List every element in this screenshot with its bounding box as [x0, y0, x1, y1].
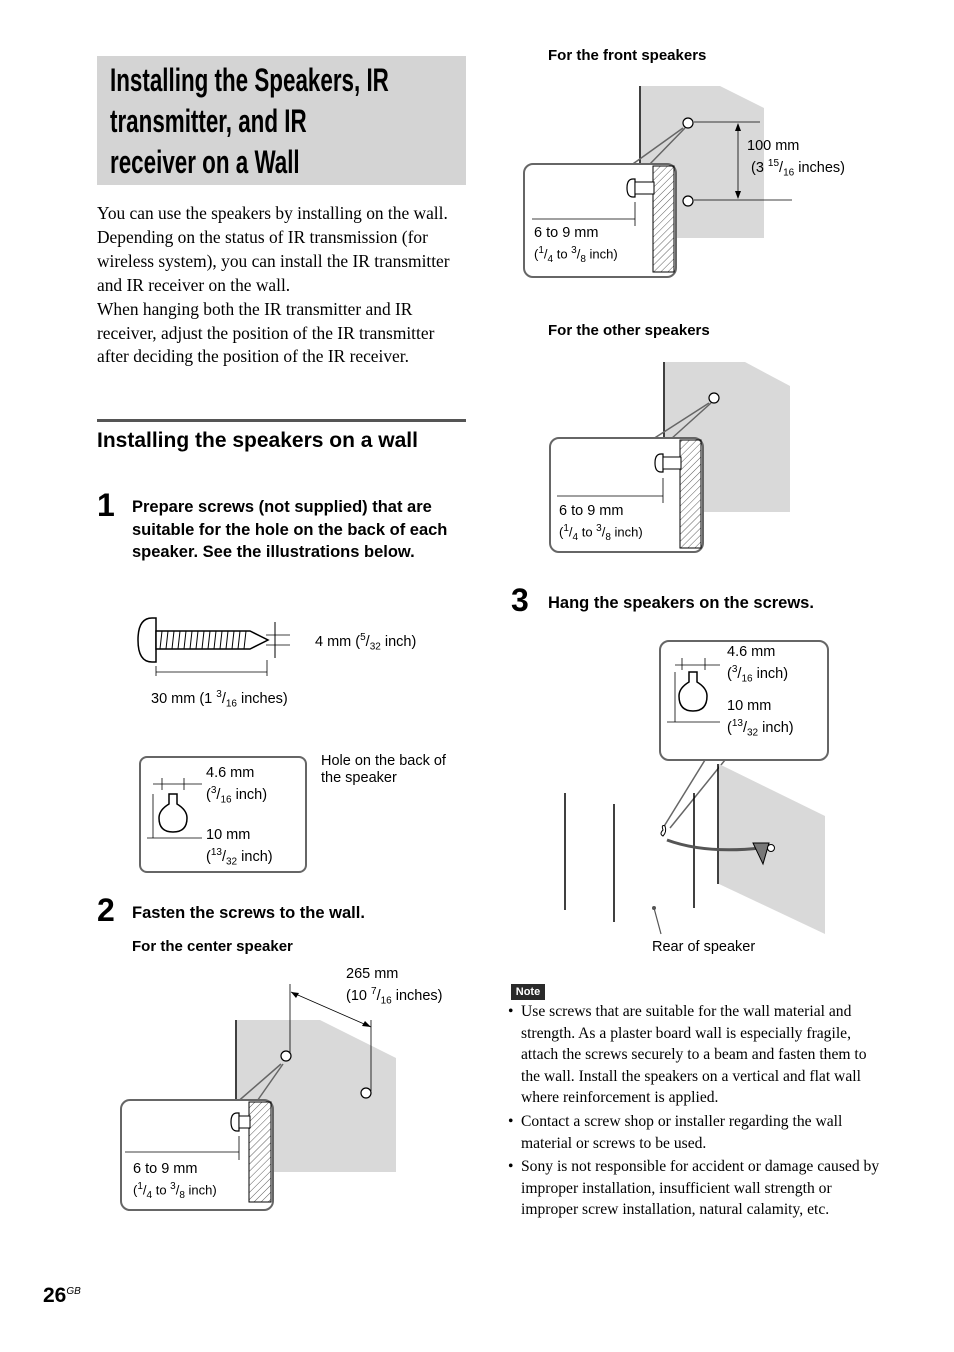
- screw-diameter-label: 4 mm ($^5/_{32}$ inch): [315, 632, 417, 653]
- step-text: Fasten the screws to the wall.: [132, 904, 365, 922]
- front-spacing-label: 100 mm (3 $^{15}/_{16}$ inches): [747, 138, 845, 179]
- step-text: Prepare screws (not supplied) that are suitable for the hole on the back of each speaker. See the illustrations below.: [132, 498, 448, 562]
- note-badge: Note: [511, 984, 545, 1000]
- page-title: Installing the Speakers, IR transmitter, and IR receiver on a Wall: [110, 62, 389, 180]
- center-speaker-subhead: For the center speaker: [132, 938, 293, 955]
- hang-width-label: 4.6 mm ($^3/_{16}$ inch): [727, 644, 789, 685]
- rear-of-speaker-label: Rear of speaker: [652, 939, 756, 955]
- center-spacing-label: 265 mm (10 $^7/_{16}$ inches): [346, 966, 443, 1007]
- note-list: [508, 1001, 888, 1223]
- step-text: Hang the speakers on the screws.: [548, 594, 814, 612]
- intro-text: [97, 202, 469, 369]
- screw-length-label: 30 mm (1 $^3/_{16}$ inches): [151, 689, 288, 710]
- hole-width-label: 4.6 mm ($^3/_{16}$ inch): [206, 765, 268, 806]
- intro-paragraph: You can use the speakers by installing on the wall.: [97, 203, 448, 223]
- front-speakers-subhead: For the front speakers: [548, 47, 707, 64]
- hole-caption: Hole on the back of the speaker: [321, 753, 446, 786]
- hang-speaker-illustration: [555, 638, 835, 938]
- center-depth-label: 6 to 9 mm ($^1/_4$ to $^3/_8$ inch): [133, 1161, 217, 1201]
- page-number: $26^{GB}$: [43, 1284, 81, 1307]
- note-item: • Sony is not responsible for accident or damage caused by improper installation, insufficient wall strength or improper screw installation, natural calamity, etc.: [508, 1156, 888, 1221]
- intro-paragraph: When hanging both the IR transmitter and IR receiver, adjust the position of the IR transmitter after deciding the position of the IR receiver.: [97, 298, 435, 367]
- section-rule: [97, 419, 466, 422]
- hang-height-label: 10 mm ($^{13}/_{32}$ inch): [727, 698, 794, 739]
- front-depth-label: 6 to 9 mm ($^1/_4$ to $^3/_8$ inch): [534, 225, 618, 265]
- section-title: Installing the speakers on a wall: [97, 429, 418, 452]
- hole-height-label: 10 mm ($^{13}/_{32}$ inch): [206, 827, 273, 868]
- intro-paragraph: Depending on the status of IR transmission (for wireless system), you can install the IR transmitter and IR receiver on the wall.: [97, 226, 450, 295]
- step-number: 1: [97, 487, 115, 523]
- note-item: • Use screws that are suitable for the wall material and strength. As a plaster board wall is especially fragile, attach the screws securely to a beam and fasten them to the wall. Install the speakers on a vertical and flat wall where reinforcement is applied.: [508, 1001, 888, 1109]
- screw-illustration: [130, 610, 290, 680]
- other-depth-label: 6 to 9 mm ($^1/_4$ to $^3/_8$ inch): [559, 503, 643, 543]
- step-number: 2: [97, 892, 115, 928]
- step-number: 3: [511, 582, 529, 618]
- note-item: • Contact a screw shop or installer regarding the wall material or screws to be used.: [508, 1111, 888, 1154]
- other-speakers-subhead: For the other speakers: [548, 322, 710, 339]
